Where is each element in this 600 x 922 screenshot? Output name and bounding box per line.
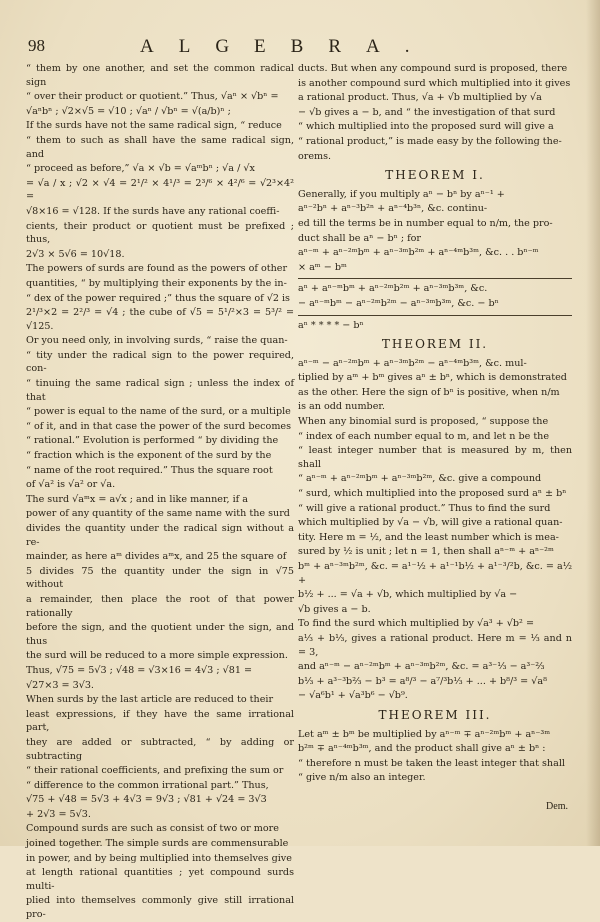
- text-line: Or you need only, in involving surds, “ raise the quan-: [26, 335, 288, 347]
- text-line: “ their rational coefficients, and prefixing the sum or: [26, 765, 284, 777]
- text-line: To find the surd which multiplied by √a³ + √b² =: [298, 618, 534, 630]
- theorem-3-heading: THEOREM III.: [378, 707, 492, 722]
- rule-line: [298, 315, 572, 316]
- text-line: Let aᵐ ± bᵐ be multiplied by aⁿ⁻ᵐ ∓ aⁿ⁻²ᵐbᵐ + aⁿ⁻³ᵐ: [298, 728, 551, 740]
- text-line: “ dex of the power required ;” thus the square of √2 is: [26, 292, 290, 304]
- text-line: “ rational product,” is made easy by the following the-: [298, 135, 562, 147]
- text-line: “ power is equal to the name of the surd, or a multiple: [26, 406, 291, 418]
- text-line: power of any quantity of the same name with the surd: [26, 508, 290, 520]
- text-line: tiplied by aᵐ + bᵐ gives aⁿ ± bⁿ, which is demonstrated: [298, 372, 567, 384]
- intro-paragraph: [298, 62, 572, 163]
- text-line: “ aⁿ⁻ᵐ + aⁿ⁻²ᵐbᵐ + aⁿ⁻³ᵐb²ᵐ, &c. give a compound: [298, 473, 542, 485]
- text-line: 2¹/³×2 = 2²/³ = √4 ; the cube of √5 = 5¹/²×3 = 5³/² = √125.: [26, 307, 294, 332]
- text-line: “ rational.” Evolution is performed “ by dividing the: [26, 435, 279, 447]
- text-line: − aⁿ⁻ᵐbᵐ − aⁿ⁻²ᵐb²ᵐ − aⁿ⁻³ᵐb³ᵐ, &c. − bⁿ: [298, 297, 499, 309]
- running-title: ALGEBRA.: [140, 36, 435, 57]
- text-line: and aⁿ⁻ᵐ − aⁿ⁻²ᵐbᵐ + aⁿ⁻³ᵐb²ᵐ, &c. = a³⁻⅓ − a³⁻⅔: [298, 661, 545, 673]
- text-line: mainder, as here aᵐ divides aᵐx, and 25 the square of: [26, 551, 287, 563]
- text-line: Generally, if you multiply aⁿ − bⁿ by aⁿ⁻¹ +: [298, 188, 505, 200]
- text-line: When surds by the last article are reduced to their: [26, 694, 274, 706]
- page-header: [0, 36, 600, 62]
- text-line: divides the quantity under the radical sign without a re-: [26, 523, 294, 548]
- text-line: √75 + √48 = 5√3 + 4√3 = 9√3 ; √81 + √24 = 3√3: [26, 794, 267, 806]
- text-line: at length rational quantities ; yet compound surds multi-: [26, 867, 294, 892]
- text-line: The surd √aᵐx = a√x ; and in like manner, if a: [26, 493, 248, 505]
- text-line: + 2√3 = 5√3.: [26, 808, 91, 820]
- text-line: plied into themselves commonly give still irrational pro-: [26, 895, 294, 921]
- text-line: ed till the terms be in number equal to n/m, the pro-: [298, 217, 553, 229]
- text-line: a remainder, then place the root of that power rationally: [26, 593, 294, 619]
- text-line: = √a / x ; √2 × √4 = 2¹/² × 4¹/³ = 2³/⁶ × 4²/⁶ = √2³×4² =: [26, 177, 294, 203]
- text-line: sured by ½ is unit ; let n = 1, then shall aⁿ⁻ᵐ + aⁿ⁻²ᵐ: [298, 546, 554, 558]
- text-line: “ proceed as before,” √a × √b = √aᵐbⁿ ; √a / √x: [26, 163, 255, 175]
- theorem-2-heading: THEOREM II.: [381, 337, 489, 352]
- text-line: “ them to such as shall have the same radical sign, and: [26, 134, 294, 160]
- text-line: b½ + ... = √a + √b, which multiplied by √a −: [298, 589, 518, 601]
- text-line: aⁿ⁻²bⁿ + aⁿ⁻³b²ⁿ + aⁿ⁻⁴b³ⁿ, &c. continu-: [298, 203, 488, 215]
- text-line: − √a⁶b¹ + √a³b⁶ − √b⁹.: [298, 690, 408, 702]
- text-line: The powers of surds are found as the powers of other: [26, 263, 288, 275]
- page-number: 98: [28, 36, 45, 55]
- text-line: b⅓ + a³⁻³b⅔ − b³ = a⁸/³ − a⁷/³b⅓ + ... + b⁸/³ = √a⁸: [298, 675, 547, 687]
- text-line: “ name of the root required.” Thus the square root: [26, 464, 273, 476]
- text-line: as the other. Here the sign of bⁿ is positive, when n/m: [298, 386, 560, 398]
- text-line: aⁿ⁻ᵐ + aⁿ⁻²ᵐbᵐ + aⁿ⁻³ᵐb²ᵐ + aⁿ⁻⁴ᵐb³ᵐ, &c. . . bⁿ⁻ᵐ: [298, 247, 539, 259]
- text-line: Compound surds are such as consist of two or more: [26, 823, 279, 835]
- text-line: “ difference to the common irrational part.” Thus,: [26, 779, 269, 791]
- text-line: which multiplied by √a − √b, will give a rational quan-: [298, 517, 563, 529]
- text-line: 2√3 × 5√6 = 10√18.: [26, 248, 125, 260]
- text-line: “ will give a rational product.” Thus to find the surd: [298, 502, 551, 514]
- theorem-3-body: [298, 728, 572, 785]
- theorem-1-heading: THEOREM I.: [385, 168, 485, 183]
- right-column: [298, 62, 572, 822]
- rule-line: [298, 278, 572, 279]
- catchword: Dem.: [546, 801, 568, 812]
- text-line: √8×16 = √128. If the surds have any rational coeffi-: [26, 205, 280, 217]
- text-line: “ tinuing the same radical sign ; unless the index of that: [26, 378, 294, 403]
- text-line: cients, their product or quotient must be prefixed ; thus,: [26, 220, 294, 246]
- text-line: “ over their product or quotient.” Thus, √aⁿ × √bⁿ =: [26, 91, 279, 103]
- text-line: “ of it, and in that case the power of the surd becomes: [26, 420, 292, 432]
- text-line: is another compound surd which multiplied into it gives: [298, 77, 571, 89]
- text-line: of √a² is √a² or √a.: [26, 479, 116, 491]
- text-line: a rational product. Thus, √a + √b multiplied by √a: [298, 92, 542, 104]
- text-line: aⁿ * * * * − bⁿ: [298, 319, 364, 331]
- theorem-1-body: [298, 188, 572, 332]
- text-line: orems.: [298, 150, 332, 162]
- text-line: tity. Here m = ½, and the least number which is mea-: [298, 531, 559, 543]
- text-line: they are added or subtracted, “ by adding or subtracting: [26, 736, 294, 762]
- text-line: before the sign, and the quotient under the sign, and thus: [26, 622, 294, 647]
- text-line: Thus, √75 = 5√3 ; √48 = √3×16 = 4√3 ; √81 =: [26, 664, 253, 676]
- text-line: “ therefore n must be taken the least integer that shall: [298, 757, 565, 769]
- text-line: is an odd number.: [298, 401, 385, 413]
- page-edge-shadow: [586, 0, 600, 846]
- text-line: in power, and by being multiplied into themselves give: [26, 852, 292, 864]
- text-line: duct shall be aⁿ − bⁿ ; for: [298, 232, 422, 244]
- text-line: √b gives a − b.: [298, 603, 371, 615]
- theorem-2-body: [298, 357, 572, 703]
- text-line: √27×3 = 3√3.: [26, 679, 94, 691]
- text-line: least expressions, if they have the same irrational part,: [26, 708, 294, 734]
- text-line: a⅓ + b⅓, gives a rational product. Here m = ⅓ and n = 3,: [298, 632, 572, 658]
- text-line: √aⁿbⁿ ; √2×√5 = √10 ; √aⁿ / √bⁿ = √(a/b)ⁿ ;: [26, 105, 231, 117]
- text-line: “ surd, which multiplied into the proposed surd aⁿ ± bⁿ: [298, 488, 567, 500]
- text-line: the surd will be reduced to a more simple expression.: [26, 650, 288, 662]
- text-line: − √b gives a − b, and “ the investigation of that surd: [298, 106, 556, 118]
- text-line: aⁿ + aⁿ⁻ᵐbᵐ + aⁿ⁻²ᵐb²ᵐ + aⁿ⁻³ᵐb³ᵐ, &c.: [298, 283, 488, 295]
- text-line: When any binomial surd is proposed, “ suppose the: [298, 416, 549, 428]
- text-line: × aᵐ − bᵐ: [298, 261, 347, 273]
- text-line: bᵐ + aⁿ⁻³ᵐb²ᵐ, &c. = a¹⁻½ + a¹⁻¹b½ + a¹⁻³/²b, &c. = a½ +: [298, 561, 572, 586]
- text-line: “ give n/m also an integer.: [298, 772, 426, 784]
- text-line: quantities, “ by multiplying their exponents by the in-: [26, 277, 287, 289]
- text-line: “ which multiplied into the proposed surd will give a: [298, 121, 554, 133]
- text-line: “ fraction which is the exponent of the surd by the: [26, 450, 272, 462]
- text-line: ducts. But when any compound surd is proposed, there: [298, 63, 568, 74]
- text-line: “ them by one another, and set the common radical sign: [26, 63, 294, 88]
- text-line: joined together. The simple surds are commensurable: [26, 838, 289, 850]
- text-line: 5 divides 75 the quantity under the sign in √75 without: [26, 565, 294, 591]
- left-column: [26, 62, 294, 921]
- text-line: “ index of each number equal to m, and let n be the: [298, 430, 550, 442]
- text-line: If the surds have not the same radical sign, “ reduce: [26, 120, 282, 132]
- text-line: “ tity under the radical sign to the power required, con-: [26, 349, 294, 375]
- text-line: b²ᵐ ∓ aⁿ⁻⁴ᵐb³ᵐ, and the product shall give aⁿ ± bⁿ :: [298, 743, 546, 755]
- text-line: “ least integer number that is measured by m, then shall: [298, 445, 572, 470]
- text-line: aⁿ⁻ᵐ − aⁿ⁻²ᵐbᵐ + aⁿ⁻³ᵐb²ᵐ − aⁿ⁻⁴ᵐb³ᵐ, &c. mul-: [298, 357, 527, 369]
